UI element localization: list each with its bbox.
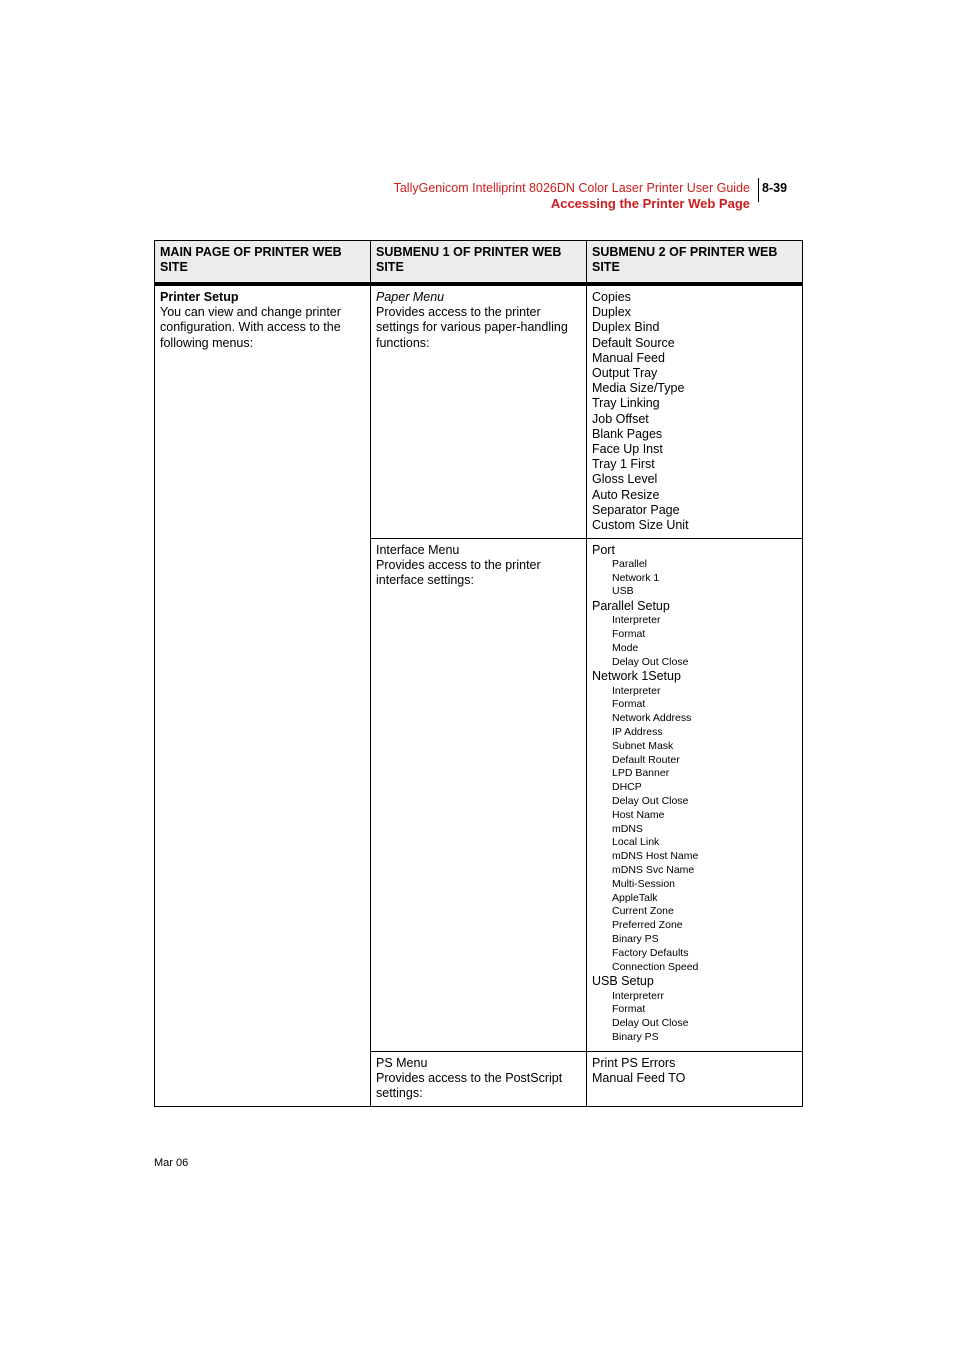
sub-list-item: Format: [612, 1003, 646, 1016]
sub-list-item: Interpreterr: [612, 989, 664, 1002]
sub-list-item: Preferred Zone: [612, 919, 683, 932]
sub-list-item: mDNS Host Name: [612, 850, 699, 863]
list-item: Manual Feed: [592, 350, 665, 365]
list-item: Parallel Setup: [592, 599, 670, 614]
menu-structure-table: [154, 240, 803, 1107]
list-item: Port: [592, 542, 615, 557]
list-item: Separator Page: [592, 502, 680, 517]
sub-list-item: Current Zone: [612, 905, 674, 918]
list-item: Tray 1 First: [592, 457, 655, 472]
sub-list-item: Interpreter: [612, 614, 661, 627]
sub-list-item: mDNS Svc Name: [612, 864, 695, 877]
header-divider: [758, 178, 759, 202]
sub-list-item: LPD Banner: [612, 767, 670, 780]
paper-menu-title: Paper Menu: [376, 290, 445, 304]
submenu-cell-interface-menu: [371, 538, 587, 1051]
sub-list-item: mDNS: [612, 822, 643, 835]
sub-list-item: Parallel: [612, 557, 648, 570]
list-item: Face Up Inst: [592, 442, 663, 457]
list-item: Gloss Level: [592, 472, 658, 487]
sub-list-item: IP Address: [612, 726, 663, 739]
sub-list-item: Delay Out Close: [612, 795, 689, 808]
list-item: USB Setup: [592, 974, 654, 989]
page-number: 8-39: [762, 181, 788, 195]
submenu2-cell-interface-menu: [587, 538, 803, 1051]
submenu-cell-ps-menu: [371, 1051, 587, 1107]
sub-list-item: Binary PS: [612, 933, 659, 946]
list-item: Print PS Errors: [592, 1055, 676, 1070]
sub-list-item: Mode: [612, 641, 639, 654]
sub-list-item: Format: [612, 698, 646, 711]
sub-list-item: Delay Out Close: [612, 655, 689, 668]
table-row-paper-menu: [155, 284, 803, 538]
sub-list-item: AppleTalk: [612, 891, 658, 904]
sub-list-item: Connection Speed: [612, 960, 699, 973]
list-item: Tray Linking: [592, 396, 660, 411]
sub-list-item: Multi-Session: [612, 877, 676, 890]
sub-list-item: Interpreter: [612, 684, 661, 697]
sub-list-item: Local Link: [612, 836, 660, 849]
ps-menu-title: PS Menu: [376, 1055, 428, 1070]
list-item: Duplex: [592, 305, 631, 320]
table-header-row: [155, 241, 803, 285]
page-header: [380, 178, 792, 211]
list-item: Default Source: [592, 335, 675, 350]
section-title: Accessing the Printer Web Page: [550, 196, 750, 211]
list-item: Custom Size Unit: [592, 518, 689, 533]
sub-list-item: Format: [612, 628, 646, 641]
interface-menu-title: Interface Menu: [376, 542, 460, 557]
column-header-submenu-2: SUBMENU 2 OF PRINTER WEB SITE: [587, 241, 803, 285]
sub-list-item: Binary PS: [612, 1031, 659, 1044]
sub-list-item: Factory Defaults: [612, 946, 689, 959]
list-item: Media Size/Type: [592, 381, 685, 396]
list-item: Output Tray: [592, 366, 658, 381]
ps-menu-description: Provides access to the PostScript settings:: [376, 1070, 563, 1100]
main-cell-printer-setup: [155, 284, 371, 1107]
guide-title: TallyGenicom Intelliprint 8026DN Color Laser Printer User Guide: [393, 181, 750, 195]
sub-list-item: Delay Out Close: [612, 1017, 689, 1030]
list-item: Auto Resize: [592, 487, 660, 502]
submenu2-cell-paper-menu: [587, 284, 803, 538]
interface-menu-description: Provides access to the printer interface settings:: [376, 557, 541, 587]
list-item: Duplex Bind: [592, 320, 660, 335]
column-header-submenu-1: SUBMENU 1 OF PRINTER WEB SITE: [371, 241, 587, 285]
list-item: Blank Pages: [592, 426, 663, 441]
submenu-cell-paper-menu: [371, 284, 587, 538]
printer-setup-title: Printer Setup: [160, 290, 239, 304]
list-item: Network 1Setup: [592, 669, 681, 684]
sub-list-item: Subnet Mask: [612, 739, 674, 752]
footer-date: Mar 06: [154, 1157, 189, 1169]
list-item: Copies: [592, 290, 631, 304]
sub-list-item: Host Name: [612, 808, 665, 821]
column-header-main: MAIN PAGE OF PRINTER WEB SITE: [155, 241, 371, 285]
sub-list-item: Network Address: [612, 712, 692, 725]
paper-menu-description: Provides access to the printer settings for various paper-handling functions:: [376, 305, 568, 350]
sub-list-item: Network 1: [612, 571, 660, 584]
list-item: Manual Feed TO: [592, 1070, 686, 1085]
sub-list-item: Default Router: [612, 753, 680, 766]
submenu2-cell-ps-menu: [587, 1051, 803, 1107]
printer-setup-description: You can view and change printer configuration. With access to the following menus:: [160, 305, 341, 350]
list-item: Job Offset: [592, 411, 649, 426]
sub-list-item: DHCP: [612, 781, 642, 794]
sub-list-item: USB: [612, 585, 634, 598]
